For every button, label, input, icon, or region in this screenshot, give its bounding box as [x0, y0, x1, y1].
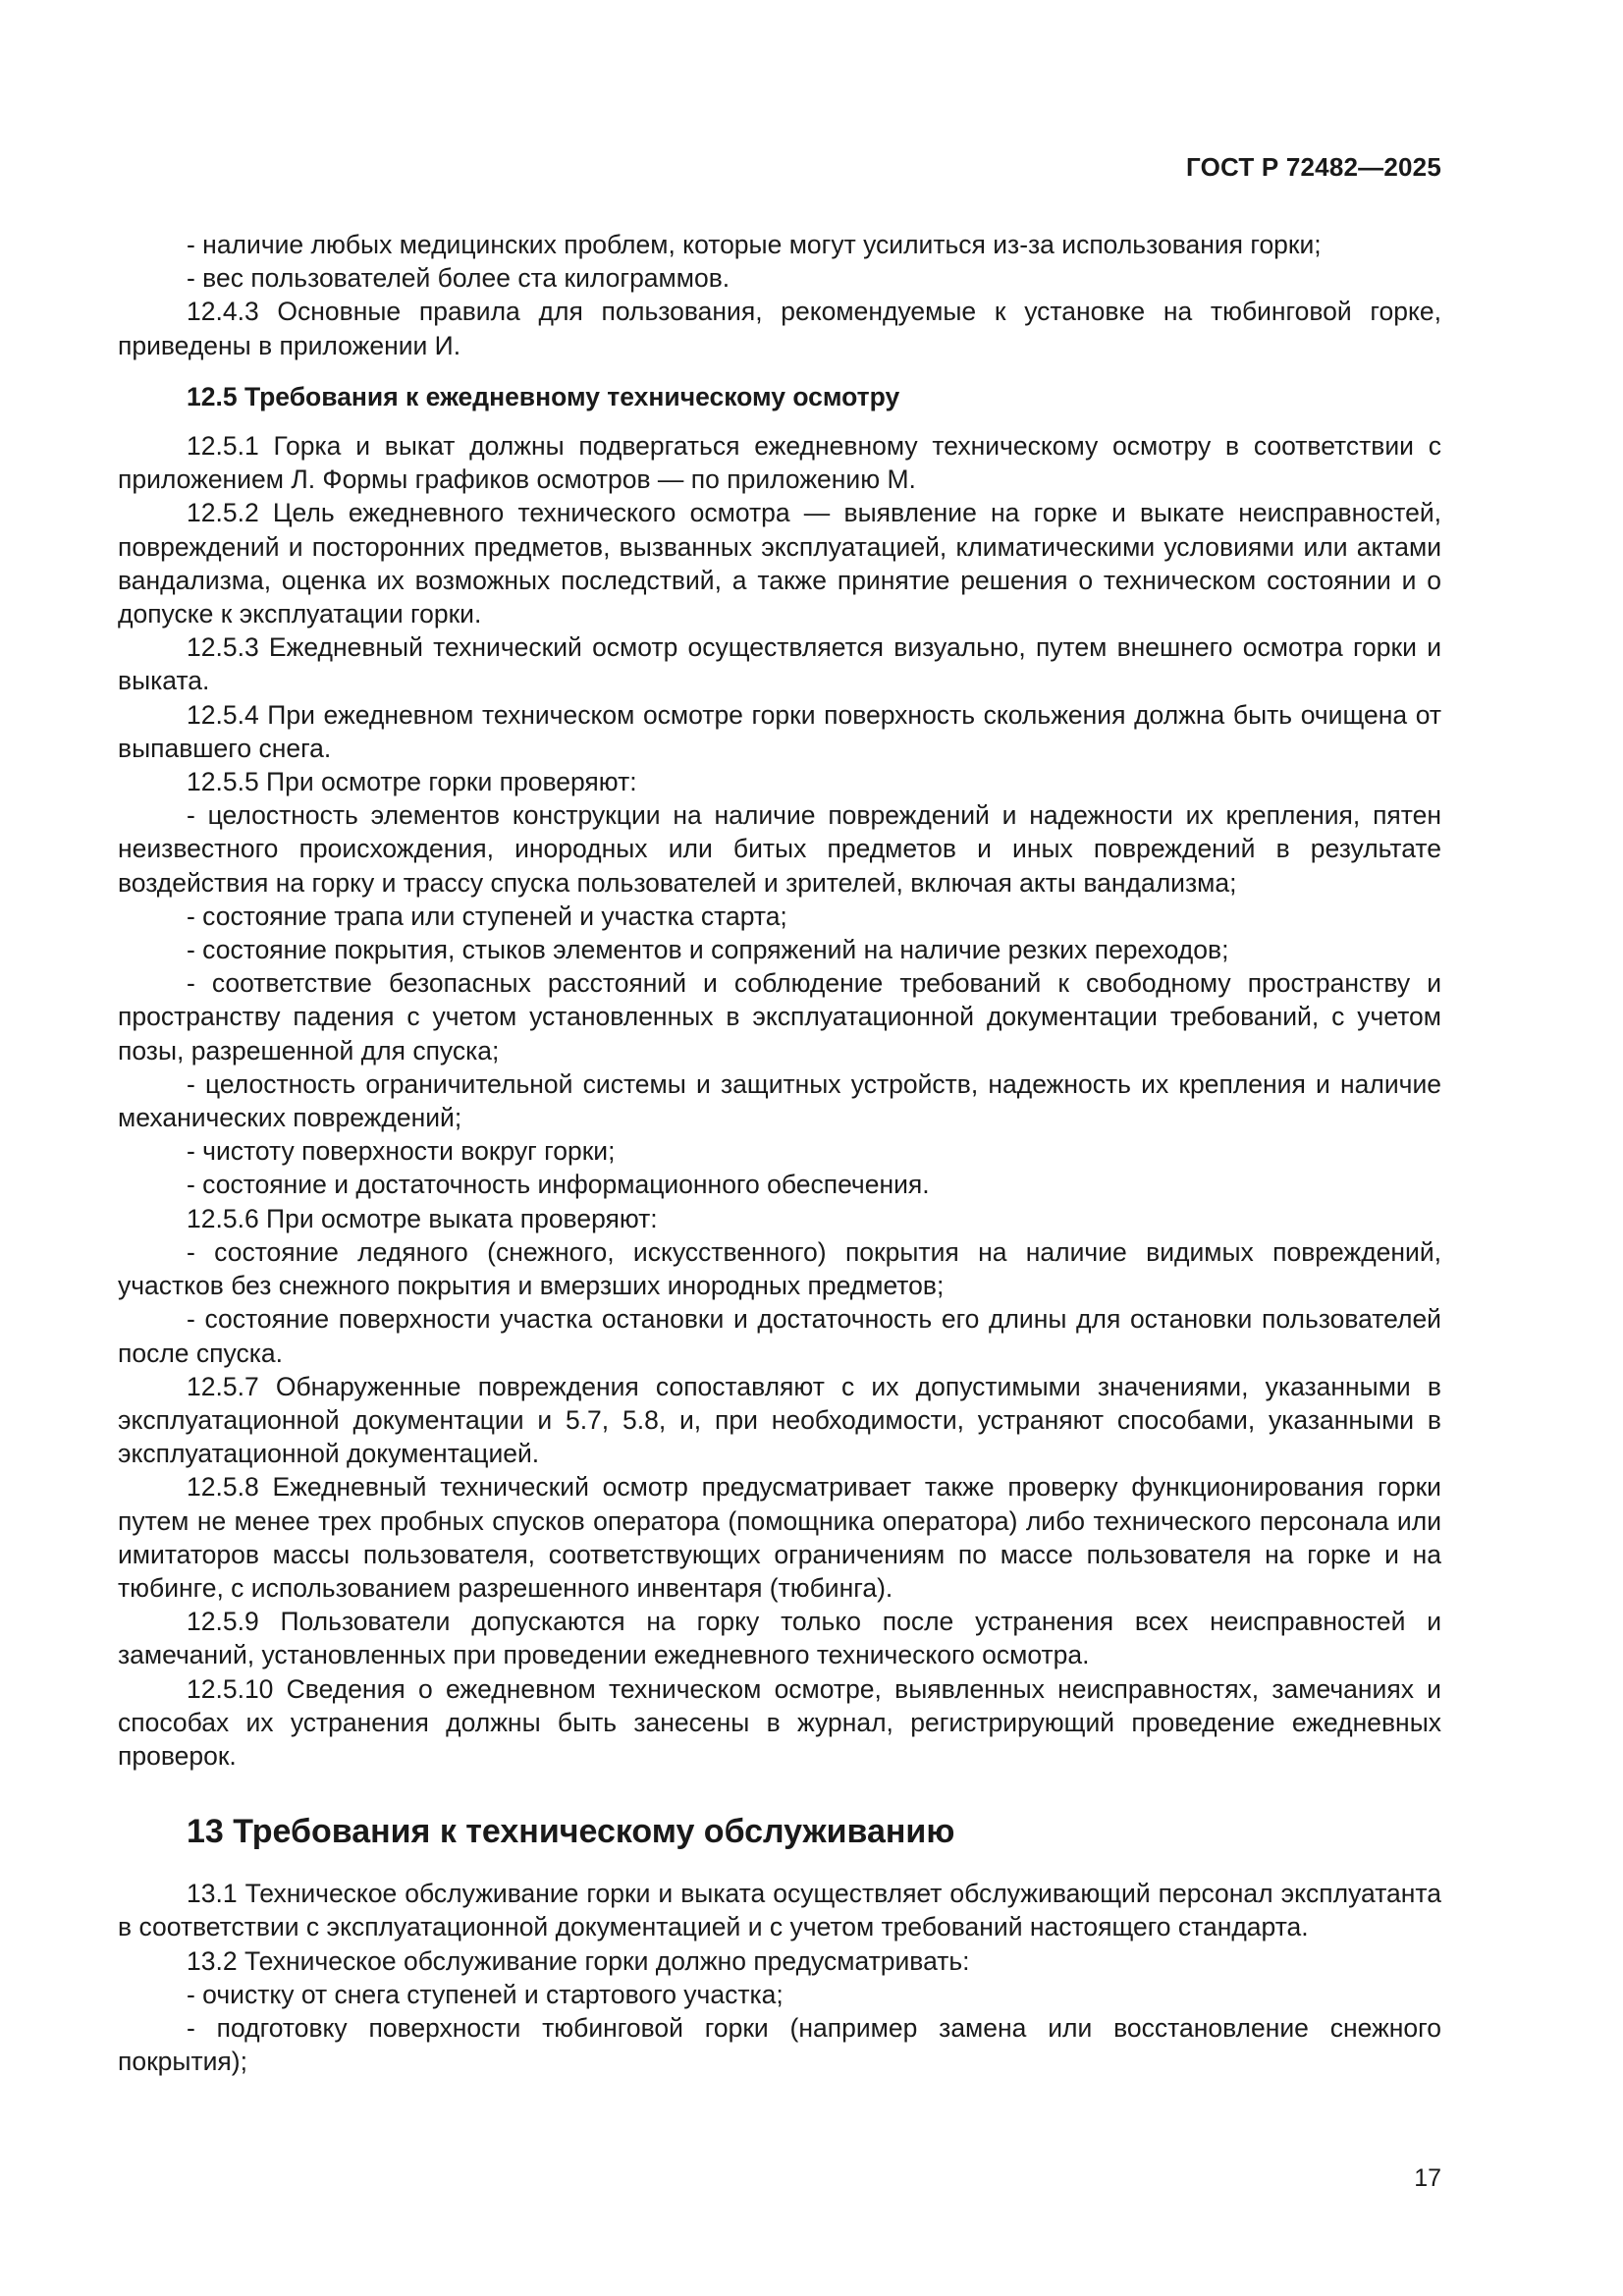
page-number: 17 [1414, 2164, 1441, 2192]
paragraph: 12.5.10 Сведения о ежедневном техническом осмотре, выявленных неисправностях, замечаниях и способах их устранения должны быть занесены в журнал, регистрирующий проведение ежедневных проверок. [118, 1673, 1441, 1771]
list-item: - соответствие безопасных расстояний и соблюдение требований к свободному пространству и пространству падения с учетом установленных в эксплуатационной документации требований, с учетом позы, разрешенной для спуска; [118, 968, 1441, 1066]
paragraph: 13.2 Техническое обслуживание горки должно предусматривать: [187, 1945, 970, 1976]
list-item: - подготовку поверхности тюбинговой горки (например замена или восстановление снежного покрытия); [118, 2012, 1441, 2077]
paragraph: 12.5.3 Ежедневный технический осмотр осуществляется визуально, путем внешнего осмотра горки и выката. [118, 632, 1441, 696]
paragraph: 12.5.8 Ежедневный технический осмотр предусматривает также проверку функционирования горки путем не менее трех пробных спусков оператора (помощника оператора) либо технического персонала или имитаторов массы пользователя, соответствующих ограничениям по массе пользователя на горке и на тюбинге, с использованием разрешенного инвентаря (тюбинга). [118, 1472, 1441, 1603]
paragraph: 12.5.5 При осмотре горки проверяют: [187, 767, 637, 797]
paragraph: 12.5.9 Пользователи допускаются на горку только после устранения всех неисправностей и замечаний, установленных при проведении ежедневного технического осмотра. [118, 1607, 1441, 1670]
paragraph: 12.5.1 Горка и выкат должны подвергаться ежедневному техническому осмотру в соответствии с приложением Л. Формы графиков осмотров — по приложению М. [118, 431, 1441, 495]
list-item: - состояние поверхности участка остановки и достаточность его длины для остановки пользователей после спуска. [118, 1304, 1441, 1368]
paragraph: 13.1 Техническое обслуживание горки и выката осуществляет обслуживающий персонал эксплуатанта в соответствии с эксплуатационной документацией и с учетом требований настоящего стандарта. [118, 1879, 1441, 1942]
paragraph: 12.5.7 Обнаруженные повреждения сопоставляют с их допустимыми значениями, указанными в эксплуатационной документации и 5.7, 5.8, и, при необходимости, устраняют способами, указанными в эксплуатационной документацией. [118, 1371, 1441, 1469]
paragraph: 12.4.3 Основные правила для пользования, рекомендуемые к установке на тюбинговой горке, приведены в приложении И. [118, 297, 1441, 360]
paragraph: - вес пользователей более ста килограммов. [187, 263, 730, 294]
section-heading-12-5: 12.5 Требования к ежедневному техническому осмотру [187, 381, 900, 411]
list-item: - целостность ограничительной системы и защитных устройств, надежность их крепления и наличие механических повреждений; [118, 1068, 1441, 1133]
paragraph: 12.5.6 При осмотре выката проверяют: [187, 1203, 658, 1233]
list-item: - состояние ледяного (снежного, искусственного) покрытия на наличие видимых повреждений, участков без снежного покрытия и вмерзших инородных предметов; [118, 1236, 1441, 1301]
list-item: - целостность элементов конструкции на наличие повреждений и надежности их крепления, пятен неизвестного происхождения, инородных или битых предметов и иных повреждений в результате воздействия на горку и трассу спуска пользователей и зрителей, включая акты вандализма; [118, 800, 1441, 898]
list-item: - чистоту поверхности вокруг горки; [187, 1136, 616, 1167]
paragraph: 12.5.2 Цель ежедневного технического осмотра — выявление на горке и выкате неисправностей, повреждений и посторонних предметов, вызванных эксплуатацией, климатическими условиями или актами вандализма, оценка их возможных последствий, а также принятие решения о техническом состоянии и о допуске к эксплуатации горки. [118, 498, 1441, 629]
paragraph: - наличие любых медицинских проблем, которые могут усилиться из-за использования горки; [187, 230, 1322, 259]
list-item: - состояние и достаточность информационного обеспечения. [187, 1170, 930, 1200]
list-item: - состояние покрытия, стыков элементов и сопряжений на наличие резких переходов; [187, 935, 1229, 965]
paragraph: 12.5.4 При ежедневном техническом осмотре горки поверхность скольжения должна быть очищена от выпавшего снега. [118, 699, 1441, 763]
document-body [118, 228, 1441, 2078]
section-heading-13: 13 Требования к техническому обслуживанию [187, 1813, 955, 1851]
list-item: - состояние трапа или ступеней и участка старта; [187, 901, 787, 931]
list-item: - очистку от снега ступеней и стартового участка; [187, 1979, 784, 2009]
document-code: ГОСТ Р 72482—2025 [1186, 152, 1441, 182]
